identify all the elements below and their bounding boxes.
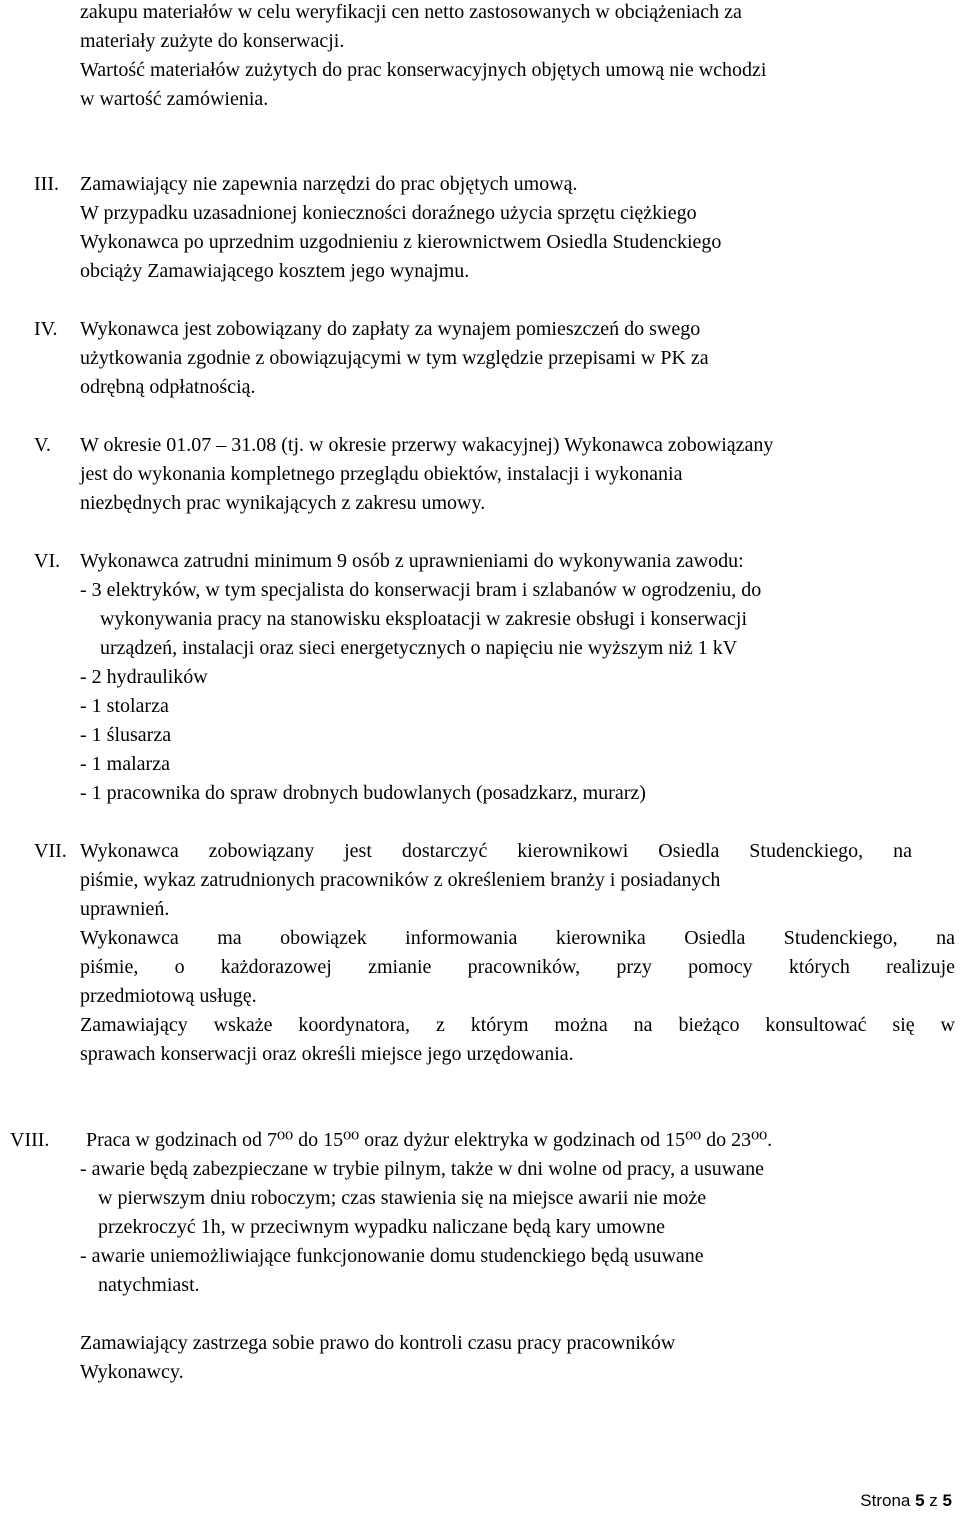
list-item: - 1 ślusarza — [80, 724, 172, 746]
section-line: uprawnień. — [80, 898, 170, 920]
list-item: - 1 stolarza — [80, 695, 169, 717]
section-line: niezbędnych prac wynikających z zakresu umowy. — [80, 492, 486, 514]
intro-line: materiały zużyte do konserwacji. — [80, 30, 345, 52]
list-item: - awarie będą zabezpieczane w trybie pilnym, także w dni wolne od pracy, a usuwane — [80, 1158, 764, 1180]
section-line: sprawach konserwacji oraz określi miejsce jego urzędowania. — [80, 1043, 574, 1065]
section-number: IV. — [34, 318, 58, 340]
section-number: VI. — [34, 550, 61, 572]
section-line: Wykonawca zatrudni minimum 9 osób z uprawnieniami do wykonywania zawodu: — [80, 550, 744, 572]
intro-line: Wartość materiałów zużytych do prac konserwacyjnych objętych umową nie wchodzi — [80, 59, 767, 81]
section-line: Praca w godzinach od 7⁰⁰ do 15⁰⁰ oraz dyżur elektryka w godzinach od 15⁰⁰ do 23⁰⁰. — [86, 1129, 773, 1151]
section-line: Wykonawca jest zobowiązany do zapłaty za wynajem pomieszczeń do swego — [80, 318, 701, 340]
section-line: obciąży Zamawiającego kosztem jego wynajmu. — [80, 260, 470, 282]
list-item-continuation: wykonywania pracy na stanowisku eksploatacji w zakresie obsługi i konserwacji — [100, 608, 748, 630]
section-line: piśmie, wykaz zatrudnionych pracowników z określeniem branży i posiadanych — [80, 869, 721, 891]
list-item-continuation: urządzeń, instalacji oraz sieci energetycznych o napięciu nie wyższym niż 1 kV — [100, 637, 738, 659]
section-line: W okresie 01.07 – 31.08 (tj. w okresie przerwy wakacyjnej) Wykonawca zobowiązany — [80, 434, 774, 456]
section-line: piśmie, o każdorazowej zmianie pracowników, przy pomocy których realizuje — [80, 956, 955, 978]
section-line: Wykonawca zobowiązany jest dostarczyć kierownikowi Osiedla Studenckiego, na — [80, 840, 912, 862]
section-number: V. — [34, 434, 51, 456]
section-line: odrębną odpłatnością. — [80, 376, 256, 398]
list-item-continuation: w pierwszym dniu roboczym; czas stawienia się na miejsce awarii nie może — [98, 1187, 707, 1209]
section-line: W przypadku uzasadnionej konieczności doraźnego użycia sprzętu ciężkiego — [80, 202, 697, 224]
section-line: użytkowania zgodnie z obowiązującymi w tym względzie przepisami w PK za — [80, 347, 709, 369]
list-item-continuation: przekroczyć 1h, w przeciwnym wypadku naliczane będą kary umowne — [98, 1216, 665, 1238]
closing-line: Zamawiający zastrzega sobie prawo do kontroli czasu pracy pracowników — [80, 1332, 676, 1354]
list-item: - awarie uniemożliwiające funkcjonowanie domu studenckiego będą usuwane — [80, 1245, 704, 1267]
list-item: - 2 hydraulików — [80, 666, 208, 688]
list-item: - 1 malarza — [80, 753, 170, 775]
section-number: III. — [34, 173, 59, 195]
list-item: - 1 pracownika do spraw drobnych budowlanych (posadzkarz, murarz) — [80, 782, 646, 804]
total-pages-number: 5 — [942, 1491, 952, 1510]
current-page-number: 5 — [915, 1491, 925, 1510]
intro-line: w wartość zamówienia. — [80, 88, 269, 110]
section-line: Wykonawca po uprzednim uzgodnieniu z kierownictwem Osiedla Studenckiego — [80, 231, 722, 253]
page-label: Strona — [860, 1491, 916, 1510]
section-line: jest do wykonania kompletnego przeglądu obiektów, instalacji i wykonania — [80, 463, 683, 485]
list-item-continuation: natychmiast. — [98, 1274, 200, 1296]
page-separator: z — [924, 1491, 943, 1510]
section-line: Wykonawca ma obowiązek informowania kierownika Osiedla Studenckiego, na — [80, 927, 955, 949]
section-line: przedmiotową usługę. — [80, 985, 257, 1007]
intro-line: zakupu materiałów w celu weryfikacji cen netto zastosowanych w obciążeniach za — [80, 1, 742, 23]
page-footer — [860, 1490, 952, 1512]
closing-line: Wykonawcy. — [80, 1361, 184, 1383]
section-line: Zamawiający wskaże koordynatora, z którym można na bieżąco konsultować się w — [80, 1014, 955, 1036]
section-number: VIII. — [10, 1129, 50, 1151]
list-item: - 3 elektryków, w tym specjalista do konserwacji bram i szlabanów w ogrodzeniu, do — [80, 579, 762, 601]
section-number: VII. — [34, 840, 67, 862]
section-line: Zamawiający nie zapewnia narzędzi do prac objętych umową. — [80, 173, 578, 195]
